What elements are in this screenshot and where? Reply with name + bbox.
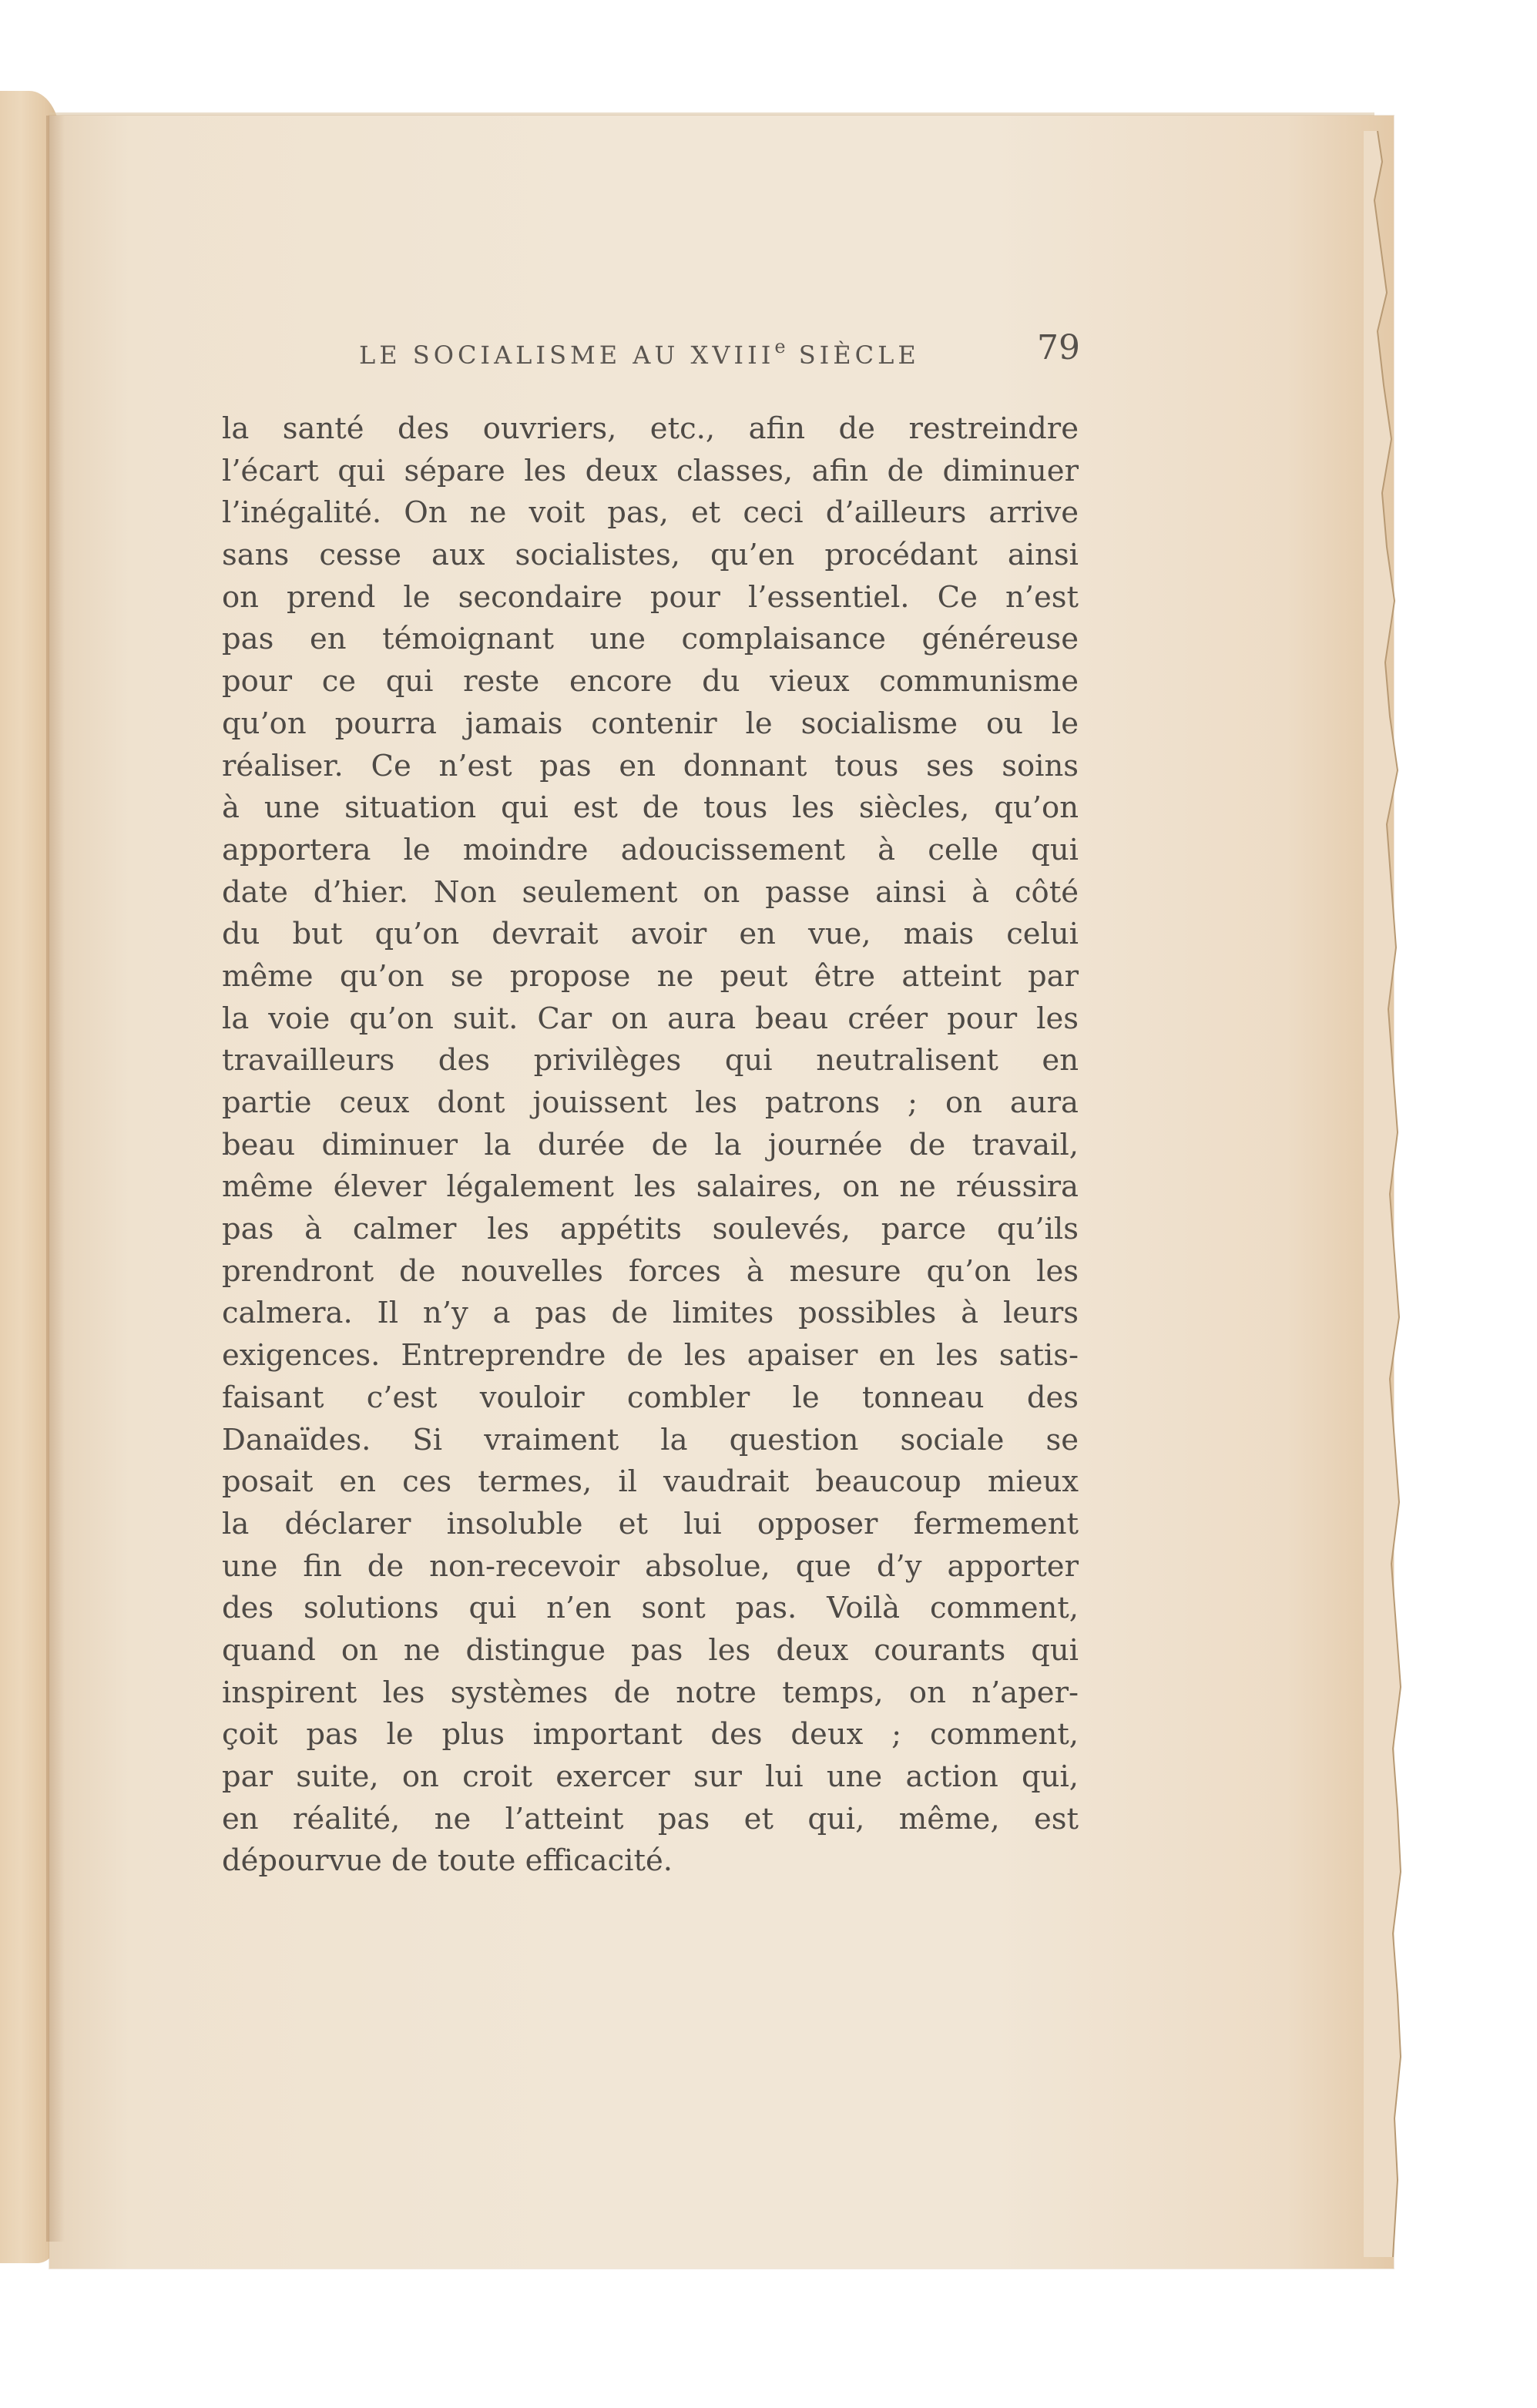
gutter-shadow — [46, 116, 65, 2242]
page-number: 79 — [1037, 328, 1080, 367]
text-line: en réalité, ne l’atteint pas et qui, même, est — [222, 1801, 1079, 1836]
text-line: inspirent les systèmes de notre temps, on n’aper- — [222, 1675, 1079, 1710]
text-line: qu’on pourra jamais contenir le socialisme ou le — [222, 706, 1079, 741]
text-line: du but qu’on devrait avoir en vue, mais celui — [222, 917, 1079, 952]
text-line: une fin de non-recevoir absolue, que d’y apporter — [222, 1548, 1079, 1584]
text-line: à une situation qui est de tous les siècles, qu’on — [222, 790, 1079, 826]
text-line: travailleurs des privilèges qui neutralisent en — [222, 1043, 1079, 1078]
text-line: la santé des ouvriers, etc., afin de restreindre — [222, 411, 1079, 446]
text-line: quand on ne distingue pas les deux courants qui — [222, 1632, 1079, 1668]
text-line: l’inégalité. On ne voit pas, et ceci d’ailleurs arrive — [222, 495, 1079, 531]
text-line: par suite, on croit exercer sur lui une action qui, — [222, 1759, 1079, 1794]
text-line: prendront de nouvelles forces à mesure qu’on les — [222, 1253, 1079, 1289]
text-line: on prend le secondaire pour l’essentiel. Ce n’est — [222, 579, 1079, 615]
text-line: beau diminuer la durée de la journée de travail, — [222, 1127, 1079, 1162]
text-line: pas en témoignant une complaisance généreuse — [222, 622, 1079, 657]
text-line: l’écart qui sépare les deux classes, afin de diminuer — [222, 453, 1079, 488]
text-line: même élever légalement les salaires, on ne réussira — [222, 1169, 1079, 1205]
text-line: sans cesse aux socialistes, qu’en procédant ainsi — [222, 538, 1079, 573]
text-line: la déclarer insoluble et lui opposer fermement — [222, 1506, 1079, 1541]
text-line: partie ceux dont jouissent les patrons ; on aura — [222, 1085, 1079, 1120]
text-line: des solutions qui n’en sont pas. Voilà comment, — [222, 1591, 1079, 1626]
text-line: Danaïdes. Si vraiment la question sociale se — [222, 1422, 1079, 1457]
body-text — [222, 408, 1079, 1883]
text-line: posait en ces termes, il vaudrait beaucoup mieux — [222, 1464, 1079, 1500]
text-line: pour ce qui reste encore du vieux communisme — [222, 664, 1079, 699]
text-line: exigences. Entreprendre de les apaiser en les satis- — [222, 1338, 1079, 1373]
text-line: pas à calmer les appétits soulevés, parce qu’ils — [222, 1212, 1079, 1247]
text-line: réaliser. Ce n’est pas en donnant tous ses soins — [222, 748, 1079, 783]
text-line: apportera le moindre adoucissement à celle qui — [222, 832, 1079, 867]
running-head-title: LE SOCIALISME AU XVIIIe SIÈCLE — [359, 336, 920, 370]
running-head — [0, 328, 1537, 379]
text-line: çoit pas le plus important des deux ; comment, — [222, 1717, 1079, 1752]
text-line: date d’hier. Non seulement on passe ainsi à côté — [222, 874, 1079, 910]
text-line: même qu’on se propose ne peut être atteint par — [222, 958, 1079, 994]
deckled-right-edge — [1364, 131, 1410, 2257]
text-line: la voie qu’on suit. Car on aura beau créer pour les — [222, 1001, 1079, 1036]
text-line: dépourvue de toute efficacité. — [222, 1843, 673, 1879]
text-line: faisant c’est vouloir combler le tonneau des — [222, 1380, 1079, 1415]
text-line: calmera. Il n’y a pas de limites possibles à leurs — [222, 1296, 1079, 1331]
